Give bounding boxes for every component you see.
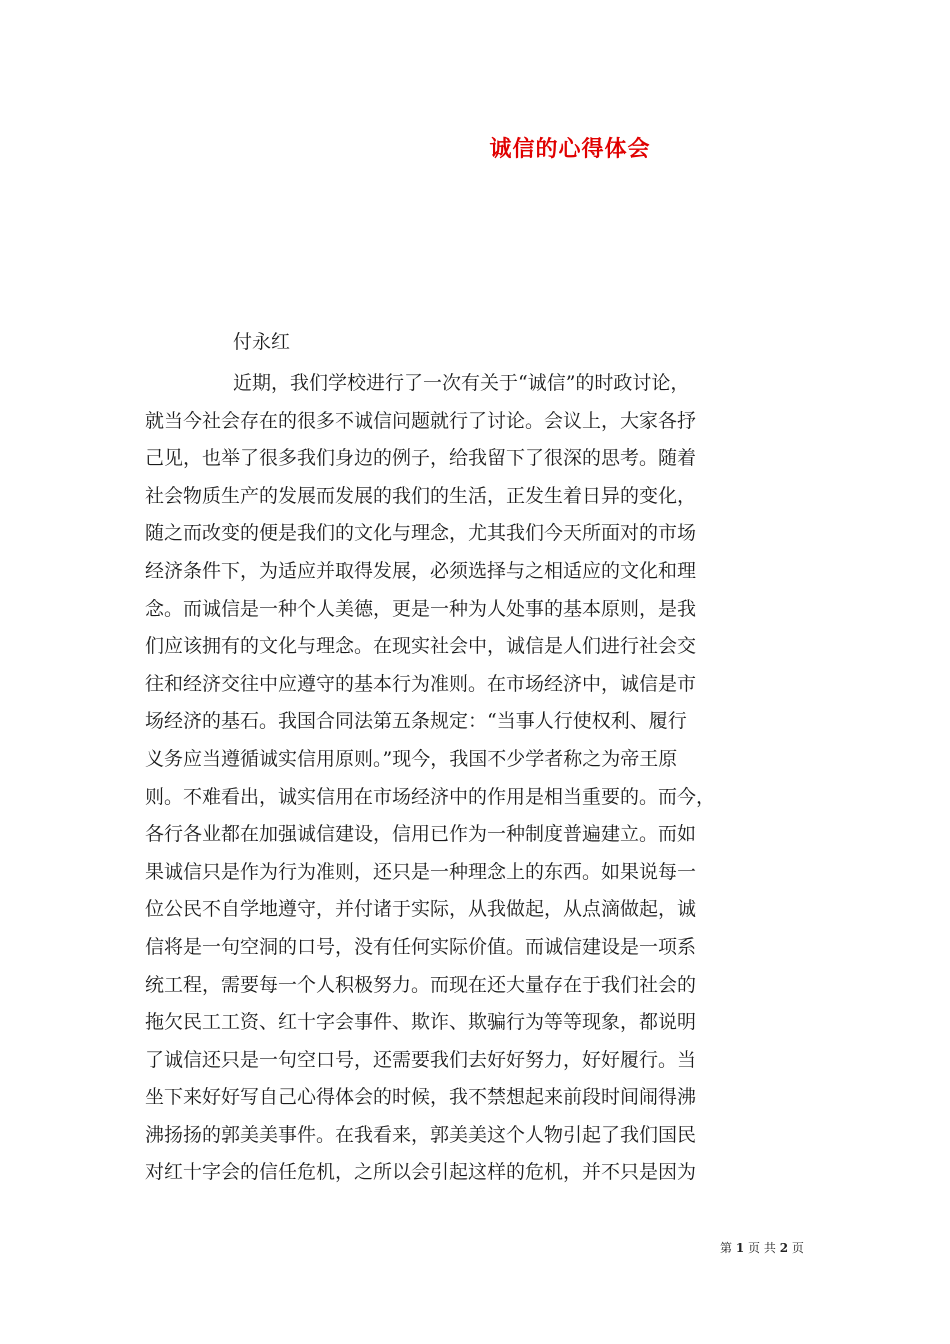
footer-middle: 页 共 — [748, 1241, 776, 1255]
text-line: 近期，我们学校进行了一次有关于“诚信”的时政讨论， — [233, 372, 690, 394]
author-name: 付永红 — [233, 331, 291, 353]
text-line: 己见，也举了很多我们身边的例子，给我留下了很深的思考。随着 — [145, 447, 697, 470]
text-line: 念。而诚信是一种个人美德，更是一种为人处事的基本原则，是我 — [145, 597, 697, 620]
text-line: 则。不难看出，诚实信用在市场经济中的作用是相当重要的。而今， — [145, 785, 716, 808]
text-line: 位公民不自学地遵守，并付诸于实际，从我做起，从点滴做起，诚 — [145, 898, 697, 921]
text-line: 经济条件下，为适应并取得发展，必须选择与之相适应的文化和理 — [145, 559, 697, 582]
text-line: 拖欠民工工资、红十字会事件、欺诈、欺骗行为等等现象，都说明 — [145, 1011, 697, 1034]
text-line: 社会物质生产的发展而发展的我们的生活，正发生着日异的变化， — [145, 484, 697, 507]
text-line: 义务应当遵循诚实信用原则。”现今，我国不少学者称之为帝王原 — [145, 747, 678, 770]
body-paragraph — [145, 365, 807, 1192]
text-line: 沸扬扬的郭美美事件。在我看来，郭美美这个人物引起了我们国民 — [145, 1123, 697, 1146]
text-line: 场经济的基石。我国合同法第五条规定：“当事人行使权利、履行 — [145, 710, 687, 733]
text-line: 对红十字会的信任危机，之所以会引起这样的危机，并不只是因为 — [145, 1161, 697, 1184]
footer-suffix: 页 — [791, 1241, 804, 1255]
footer-total-pages: 2 — [779, 1241, 789, 1255]
text-line: 了诚信还只是一句空口号，还需要我们去好好努力，好好履行。当 — [145, 1048, 697, 1071]
footer-prefix: 第 — [720, 1241, 733, 1255]
text-line: 各行各业都在加强诚信建设，信用已作为一种制度普遍建立。而如 — [145, 823, 697, 846]
text-line: 信将是一句空洞的口号，没有任何实际价值。而诚信建设是一项系 — [145, 935, 697, 958]
text-line: 坐下来好好写自己心得体会的时候，我不禁想起来前段时间闹得沸 — [145, 1086, 697, 1109]
document-title: 诚信的心得体会 — [489, 137, 651, 162]
text-line: 往和经济交往中应遵守的基本行为准则。在市场经济中，诚信是市 — [145, 672, 697, 695]
footer-current-page: 1 — [735, 1241, 745, 1255]
page-number-footer — [720, 1239, 804, 1256]
text-line: 果诚信只是作为行为准则，还只是一种理念上的东西。如果说每一 — [145, 860, 697, 883]
text-line: 们应该拥有的文化与理念。在现实社会中，诚信是人们进行社会交 — [145, 635, 697, 658]
text-line: 随之而改变的便是我们的文化与理念，尤其我们今天所面对的市场 — [145, 522, 697, 545]
text-line: 统工程，需要每一个人积极努力。而现在还大量存在于我们社会的 — [145, 973, 697, 996]
text-line: 就当今社会存在的很多不诚信问题就行了讨论。会议上，大家各抒 — [145, 409, 697, 432]
